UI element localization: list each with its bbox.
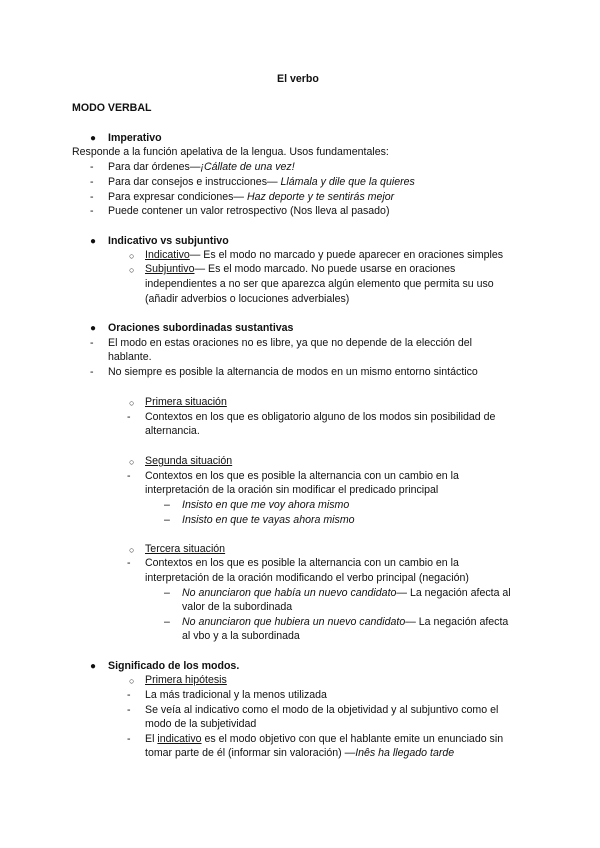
bullet-icon: ● <box>90 661 97 672</box>
bullet-icon: ● <box>90 323 97 334</box>
circle-bullet-icon: ○ <box>129 676 135 686</box>
imperativo-item-3: Para expresar condiciones— Haz deporte y te sentirás mejor <box>108 191 395 203</box>
dash-marker: - <box>90 191 94 203</box>
tercera-situacion-text: Contextos en los que es posible la alternancia con un cambio en la <box>145 557 459 569</box>
significado-item-3: El indicativo es el modo objetivo con que el hablante emite un enunciado sin <box>145 733 504 745</box>
dash-marker: - <box>90 337 94 349</box>
circle-bullet-icon: ○ <box>129 457 135 467</box>
significado-item-2: Se veía al indicativo como el modo de la objetividad y al subjuntivo como el <box>145 704 499 716</box>
dash-marker: - <box>127 470 131 482</box>
indicativo-item: Indicativo— Es el modo no marcado y puede aparecer en oraciones simples <box>145 249 504 261</box>
segunda-example-2: Insisto en que te vayas ahora mismo <box>182 514 355 526</box>
endash-marker: – <box>164 499 170 511</box>
circle-bullet-icon: ○ <box>129 545 135 555</box>
dash-marker: - <box>127 689 131 701</box>
indicativo-subjuntivo-heading: Indicativo vs subjuntivo <box>108 235 229 247</box>
endash-marker: – <box>164 514 170 526</box>
significado-heading: Significado de los modos. <box>108 660 240 672</box>
oraciones-item-1: El modo en estas oraciones no es libre, ya que no depende de la elección del <box>108 337 472 349</box>
oraciones-heading: Oraciones subordinadas sustantivas <box>108 322 294 334</box>
bullet-icon: ● <box>90 236 97 247</box>
dash-marker: - <box>127 733 131 745</box>
section-heading: MODO VERBAL <box>72 102 152 114</box>
oraciones-item-1-line2: hablante. <box>108 351 152 363</box>
dash-marker: - <box>127 557 131 569</box>
imperativo-item-1: Para dar órdenes—¡Cállate de una vez! <box>108 161 295 173</box>
dash-marker: - <box>127 411 131 423</box>
segunda-example-1: Insisto en que me voy ahora mismo <box>182 499 350 511</box>
endash-marker: – <box>164 587 170 599</box>
tercera-example-2: No anunciaron que hubiera un nuevo candidato— La negación afecta <box>182 616 509 628</box>
segunda-situacion-text-line2: interpretación de la oración sin modificar el predicado principal <box>145 484 439 496</box>
tercera-situacion-text-line2: interpretación de la oración modificando el verbo principal (negación) <box>145 572 469 584</box>
primera-situacion-text-line2: alternancia. <box>145 425 200 437</box>
dash-marker: - <box>127 704 131 716</box>
bullet-icon: ● <box>90 133 97 144</box>
tercera-example-1-line2: valor de la subordinada <box>182 601 293 613</box>
circle-bullet-icon: ○ <box>129 398 135 408</box>
circle-bullet-icon: ○ <box>129 251 135 261</box>
endash-marker: – <box>164 616 170 628</box>
segunda-situacion-text: Contextos en los que es posible la alternancia con un cambio en la <box>145 470 459 482</box>
imperativo-item-2: Para dar consejos e instrucciones— Llámala y dile que la quieres <box>108 176 415 188</box>
imperativo-intro: Responde a la función apelativa de la lengua. Usos fundamentales: <box>72 146 389 158</box>
primera-hipotesis-title: Primera hipótesis <box>145 674 227 686</box>
dash-marker: - <box>90 205 94 217</box>
tercera-example-2-line2: al vbo y a la subordinada <box>182 630 300 642</box>
tercera-situacion-title: Tercera situación <box>145 543 226 555</box>
significado-item-1: La más tradicional y la menos utilizada <box>145 689 327 701</box>
imperativo-heading: Imperativo <box>108 132 162 144</box>
subjuntivo-item-line3: (añadir adverbios o locuciones adverbiales) <box>145 293 350 305</box>
dash-marker: - <box>90 161 94 173</box>
significado-item-2-line2: modo de la subjetividad <box>145 718 257 730</box>
primera-situacion-title: Primera situación <box>145 396 227 408</box>
dash-marker: - <box>90 366 94 378</box>
imperativo-item-4: Puede contener un valor retrospectivo (Nos lleva al pasado) <box>108 205 390 217</box>
tercera-example-1: No anunciaron que había un nuevo candidato— La negación afecta al <box>182 587 511 599</box>
subjuntivo-item-line2: independientes a no ser que aparezca algún elemento que permita su uso <box>145 278 494 290</box>
dash-marker: - <box>90 176 94 188</box>
subjuntivo-item: Subjuntivo— Es el modo marcado. No puede usarse en oraciones <box>145 263 456 275</box>
segunda-situacion-title: Segunda situación <box>145 455 233 467</box>
oraciones-item-2: No siempre es posible la alternancia de modos en un mismo entorno sintáctico <box>108 366 478 378</box>
significado-item-3-line2: tomar parte de él (informar sin valoración) —Inês ha llegado tarde <box>145 747 455 759</box>
page-title: El verbo <box>277 73 319 85</box>
circle-bullet-icon: ○ <box>129 265 135 275</box>
primera-situacion-text: Contextos en los que es obligatorio alguno de los modos sin posibilidad de <box>145 411 496 423</box>
